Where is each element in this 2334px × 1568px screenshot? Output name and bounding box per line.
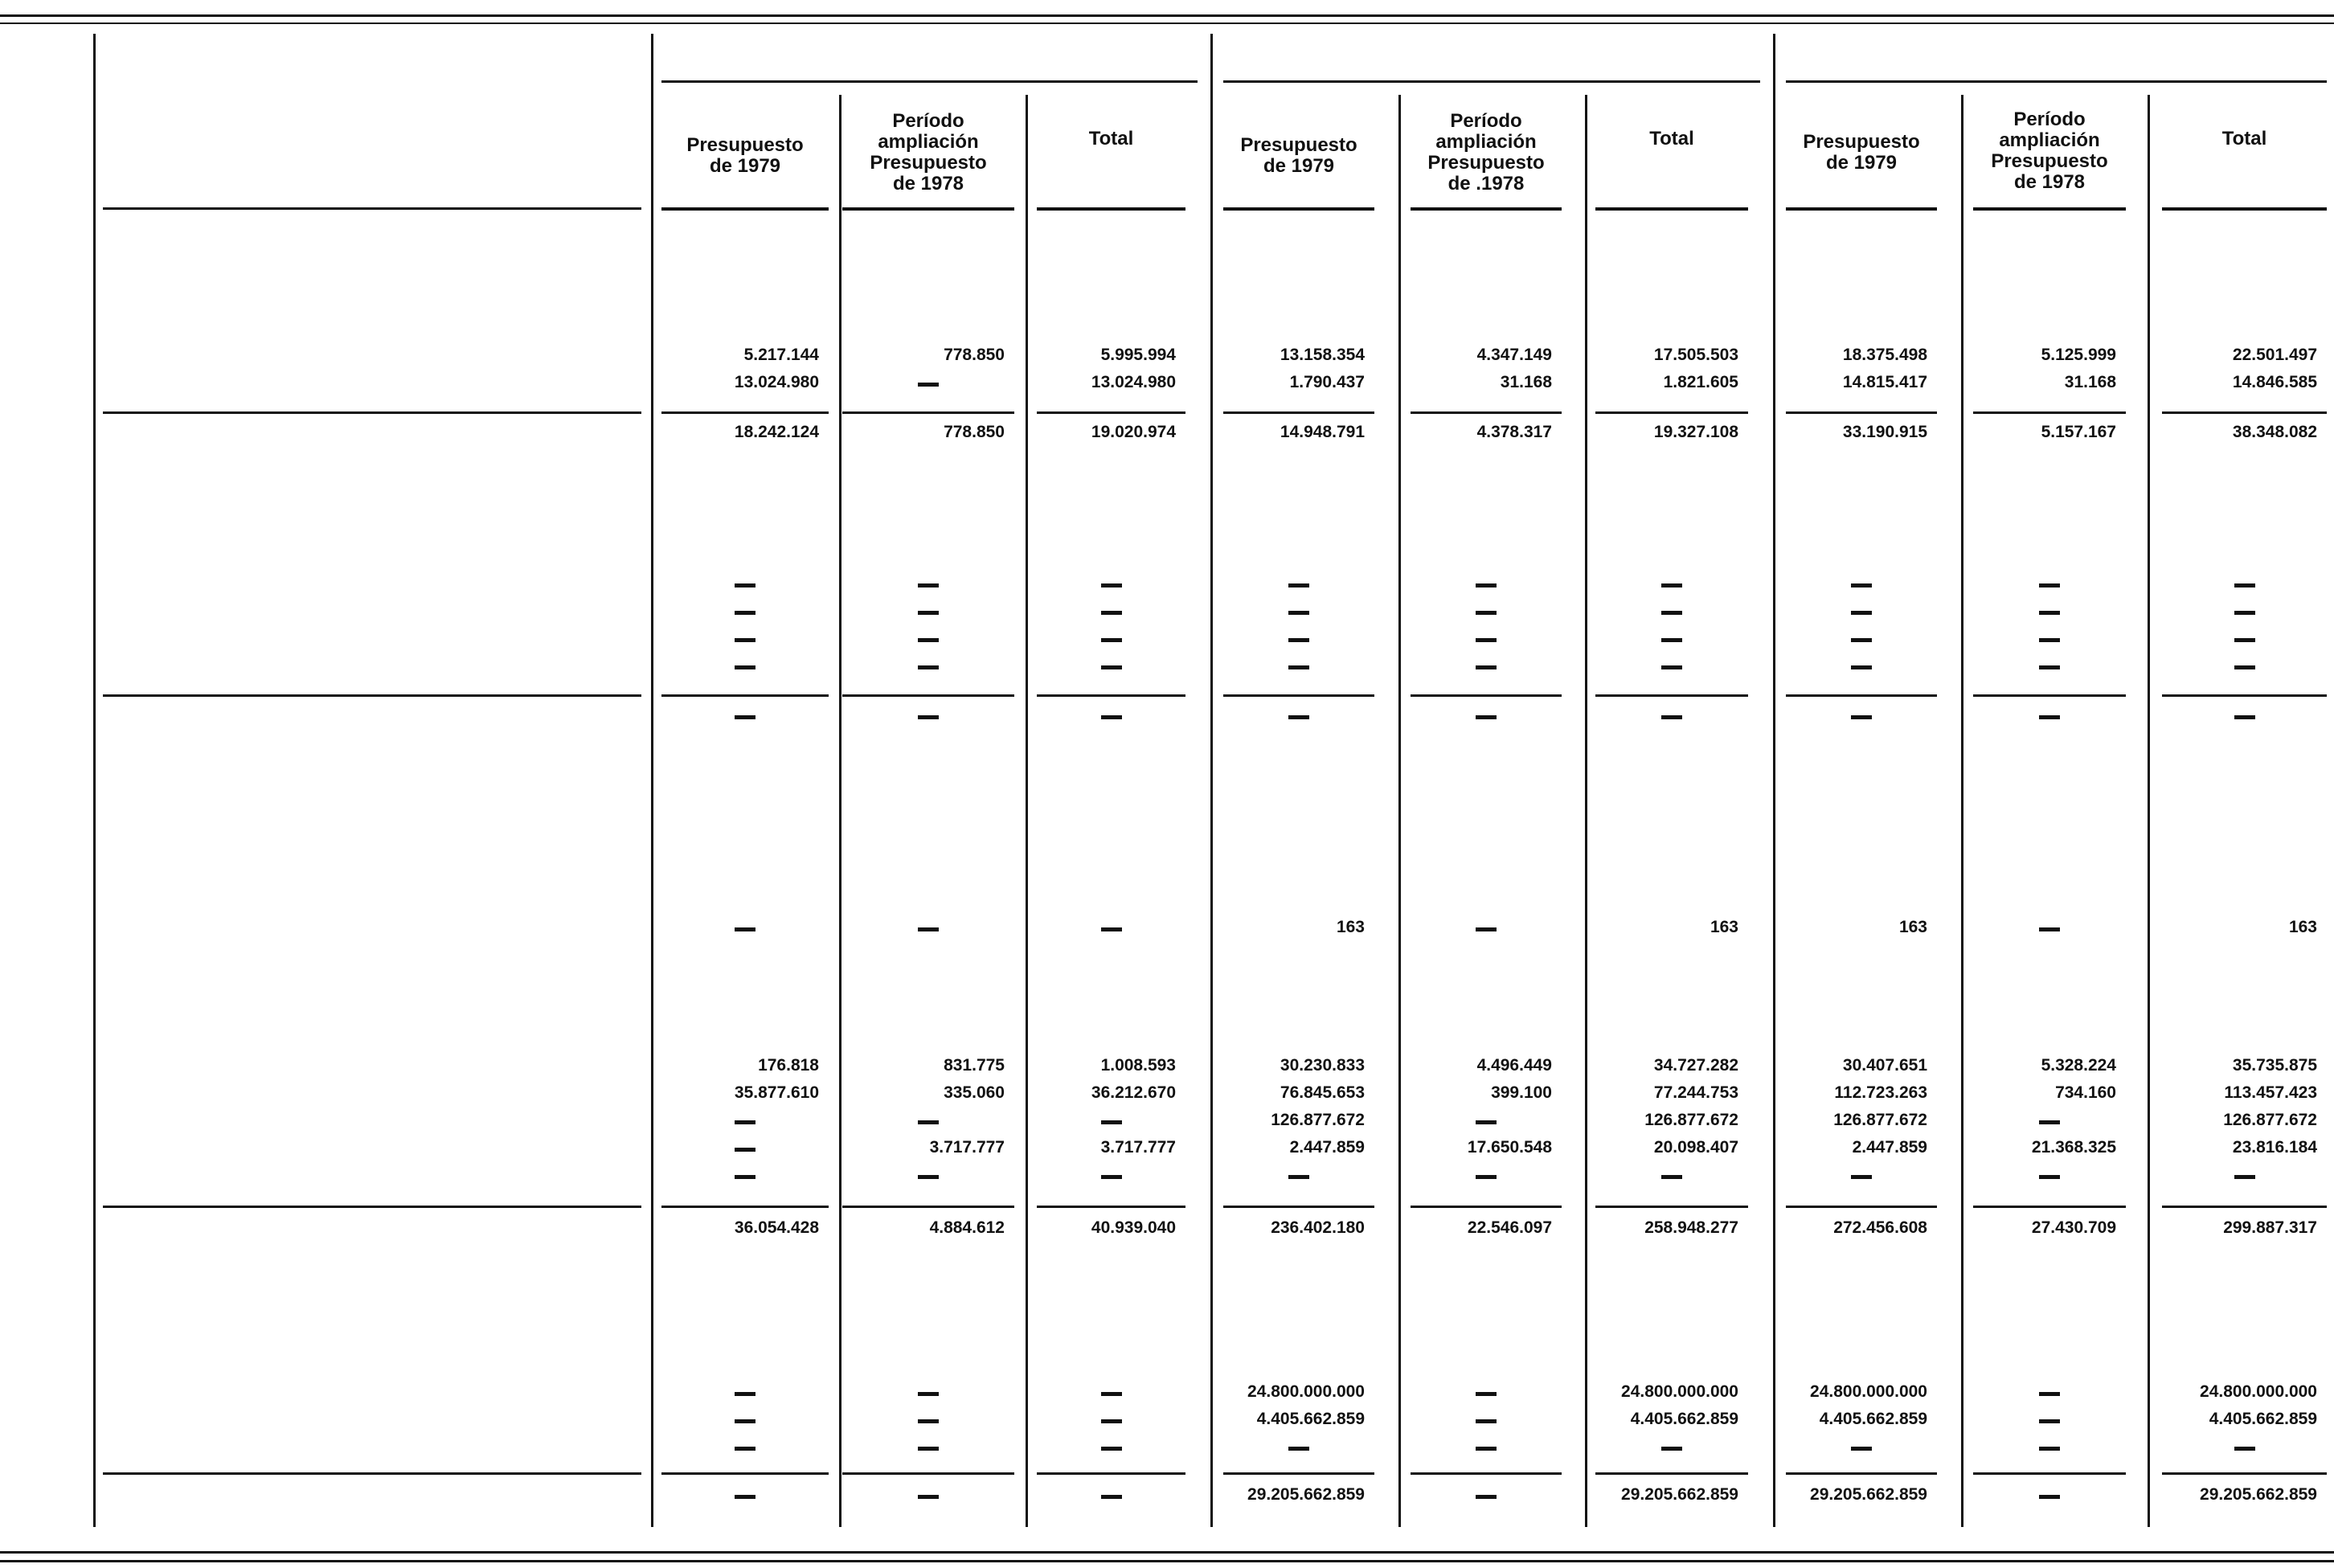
total-rule — [661, 411, 829, 414]
dash-value — [2039, 1175, 2060, 1179]
dash-value — [1476, 611, 1497, 615]
total-rule — [842, 694, 1014, 697]
subheader-underline — [1037, 207, 1185, 211]
group-underline — [1786, 80, 2327, 83]
dash-value — [1661, 638, 1682, 642]
value: 14.846.585 — [2232, 373, 2317, 391]
dash-value — [2039, 1392, 2060, 1396]
subheader-underline — [661, 207, 829, 211]
total-value: 18.242.124 — [734, 423, 819, 441]
value: 831.775 — [944, 1056, 1005, 1075]
total-rule — [1223, 694, 1374, 697]
value: 5.995.994 — [1100, 346, 1176, 364]
dash-value — [735, 1419, 755, 1423]
value: 3.717.777 — [1100, 1138, 1176, 1157]
subheader-underline — [842, 207, 1014, 211]
total-value — [1476, 1495, 1497, 1499]
value: 2.447.859 — [1852, 1138, 1927, 1157]
dash-value — [918, 638, 939, 642]
value: 14.815.417 — [1842, 373, 1927, 391]
subheader-4 — [1223, 135, 1374, 177]
total-rule — [1786, 411, 1937, 414]
total-value — [1288, 715, 1309, 719]
total-rule — [103, 694, 641, 697]
total-value: 5.157.167 — [2041, 423, 2116, 441]
value: 35.735.875 — [2232, 1056, 2317, 1075]
value: 17.505.503 — [1653, 346, 1738, 364]
subheader-line: de 1979 — [1825, 152, 1898, 174]
dash-value — [1661, 1175, 1682, 1179]
subheader-6 — [1595, 129, 1748, 149]
total-rule — [1411, 694, 1562, 697]
value: 163 — [1898, 918, 1927, 936]
total-rule — [1595, 411, 1748, 414]
total-rule — [1037, 411, 1185, 414]
total-rule — [1973, 694, 2126, 697]
value: 5.328.224 — [2041, 1056, 2116, 1075]
dash-value — [1476, 1175, 1497, 1179]
dash-value — [735, 611, 755, 615]
subheader-line: de 1979 — [1263, 155, 1335, 177]
dash-value — [735, 927, 755, 931]
value: 1.008.593 — [1100, 1056, 1176, 1075]
column-rule — [1961, 95, 1963, 1527]
value: 2.447.859 — [1289, 1138, 1365, 1157]
subheader-line: de 1978 — [2013, 171, 2086, 193]
dash-value — [1661, 583, 1682, 587]
value: 24.800.000.000 — [1810, 1382, 1927, 1401]
total-rule — [1786, 1206, 1937, 1208]
total-rule — [1411, 411, 1562, 414]
total-rule — [2162, 694, 2327, 697]
subheader-2 — [842, 111, 1014, 194]
dash-value — [2039, 638, 2060, 642]
value: 335.060 — [944, 1083, 1005, 1102]
value: 31.168 — [1500, 373, 1552, 391]
subheader-3 — [1037, 129, 1185, 149]
total-value: 33.190.915 — [1842, 423, 1927, 441]
dash-value — [1851, 1175, 1872, 1179]
total-rule — [661, 694, 829, 697]
value: 21.368.325 — [2031, 1138, 2116, 1157]
total-value — [1101, 1495, 1122, 1499]
dash-value — [918, 1392, 939, 1396]
dash-value — [735, 1447, 755, 1451]
value: 163 — [2288, 918, 2317, 936]
total-value: 778.850 — [944, 423, 1005, 441]
total-rule — [661, 1206, 829, 1208]
total-value: 4.884.612 — [929, 1218, 1005, 1237]
dash-value — [1288, 1175, 1309, 1179]
total-value: 4.378.317 — [1476, 423, 1552, 441]
dash-value — [735, 1120, 755, 1124]
dash-value — [735, 1175, 755, 1179]
value: 113.457.423 — [2224, 1083, 2317, 1102]
value: 4.405.662.859 — [1819, 1410, 1927, 1428]
dash-value — [918, 583, 939, 587]
top-rule-2 — [0, 23, 2334, 24]
subheader-line: ampliación — [1435, 131, 1537, 153]
subheader-underline — [1411, 207, 1562, 211]
total-value: 29.205.662.859 — [1621, 1485, 1738, 1504]
total-value: 38.348.082 — [2232, 423, 2317, 441]
total-rule — [1223, 1206, 1374, 1208]
subheader-underline — [1786, 207, 1937, 211]
dash-value — [735, 1148, 755, 1152]
dash-value — [2234, 1175, 2255, 1179]
total-value — [2039, 1495, 2060, 1499]
dash-value — [2234, 1447, 2255, 1451]
subheader-underline — [1223, 207, 1374, 211]
dash-value — [918, 927, 939, 931]
value: 22.501.497 — [2232, 346, 2317, 364]
total-rule — [842, 411, 1014, 414]
dash-value — [1101, 611, 1122, 615]
dash-value — [1476, 927, 1497, 931]
subheader-line: de 1978 — [892, 173, 964, 194]
subheader-7 — [1786, 132, 1937, 174]
column-rule — [1026, 95, 1028, 1527]
total-rule — [1037, 1206, 1185, 1208]
dash-value — [1288, 665, 1309, 669]
subheader-line: Período — [1450, 110, 1522, 132]
total-value: 272.456.608 — [1833, 1218, 1927, 1237]
total-rule — [1223, 1472, 1374, 1475]
dash-value — [1101, 583, 1122, 587]
subheader-line: Total — [2221, 128, 2267, 149]
dash-value — [918, 1419, 939, 1423]
total-value — [735, 715, 755, 719]
dash-value — [1851, 638, 1872, 642]
total-value — [1661, 715, 1682, 719]
value: 126.877.672 — [1271, 1111, 1365, 1129]
value: 126.877.672 — [1833, 1111, 1927, 1129]
dash-value — [735, 638, 755, 642]
dash-value — [1101, 1120, 1122, 1124]
column-rule — [839, 95, 841, 1527]
group-underline — [1223, 80, 1760, 83]
subheader-line: Presupuesto — [1240, 134, 1357, 156]
dash-value — [2039, 611, 2060, 615]
value: 13.024.980 — [734, 373, 819, 391]
value: 24.800.000.000 — [2200, 1382, 2317, 1401]
total-value: 40.939.040 — [1091, 1218, 1176, 1237]
concepts-left-rule — [93, 34, 96, 1527]
value: 24.800.000.000 — [1621, 1382, 1738, 1401]
total-value — [1851, 715, 1872, 719]
dash-value — [2039, 1120, 2060, 1124]
value: 36.212.670 — [1091, 1083, 1176, 1102]
subheader-line: Período — [2013, 108, 2086, 130]
value: 20.098.407 — [1653, 1138, 1738, 1157]
value: 18.375.498 — [1842, 346, 1927, 364]
value: 112.723.263 — [1834, 1083, 1927, 1102]
dash-value — [1101, 638, 1122, 642]
value: 13.158.354 — [1280, 346, 1365, 364]
total-rule — [1973, 411, 2126, 414]
total-value: 22.546.097 — [1467, 1218, 1552, 1237]
value: 17.650.548 — [1467, 1138, 1552, 1157]
total-value — [2039, 715, 2060, 719]
subheader-line: ampliación — [1999, 129, 2100, 151]
bottom-rule-2 — [0, 1560, 2334, 1562]
value: 30.407.651 — [1842, 1056, 1927, 1075]
value: 4.405.662.859 — [2209, 1410, 2317, 1428]
dash-value — [1101, 1419, 1122, 1423]
dash-value — [2234, 665, 2255, 669]
value: 34.727.282 — [1653, 1056, 1738, 1075]
value: 778.850 — [944, 346, 1005, 364]
value: 13.024.980 — [1091, 373, 1176, 391]
dash-value — [1476, 1447, 1497, 1451]
dash-value — [1476, 1120, 1497, 1124]
total-rule — [103, 1206, 641, 1208]
value: 176.818 — [758, 1056, 819, 1075]
total-rule — [1037, 1472, 1185, 1475]
value: 3.717.777 — [929, 1138, 1005, 1157]
dash-value — [918, 665, 939, 669]
dash-value — [1476, 1392, 1497, 1396]
dash-value — [1661, 611, 1682, 615]
total-rule — [2162, 1472, 2327, 1475]
subheader-9 — [2162, 129, 2327, 149]
column-rule — [1585, 95, 1587, 1527]
total-value — [1476, 715, 1497, 719]
column-rule — [1398, 95, 1401, 1527]
total-value: 19.327.108 — [1653, 423, 1738, 441]
dash-value — [1101, 1392, 1122, 1396]
total-rule — [2162, 1206, 2327, 1208]
total-rule — [1973, 1472, 2126, 1475]
subheader-5 — [1411, 111, 1562, 194]
dash-value — [1101, 927, 1122, 931]
subheader-line: Presupuesto — [1803, 131, 1920, 153]
value: 734.160 — [2055, 1083, 2116, 1102]
value: 5.217.144 — [743, 346, 819, 364]
total-value: 27.430.709 — [2031, 1218, 2116, 1237]
total-rule — [1223, 411, 1374, 414]
total-value: 29.205.662.859 — [1247, 1485, 1365, 1504]
total-rule — [1595, 1206, 1748, 1208]
dash-value — [1476, 638, 1497, 642]
total-rule — [1595, 1472, 1748, 1475]
dash-value — [918, 1120, 939, 1124]
value: 126.877.672 — [1644, 1111, 1738, 1129]
total-value — [918, 1495, 939, 1499]
total-rule — [661, 1472, 829, 1475]
group3-left-rule — [1773, 34, 1775, 1527]
dash-value — [1101, 665, 1122, 669]
group-underline — [661, 80, 1198, 83]
value: 126.877.672 — [2223, 1111, 2317, 1129]
subheader-line: Presupuesto — [1427, 152, 1545, 174]
total-rule — [842, 1206, 1014, 1208]
total-rule — [842, 1472, 1014, 1475]
subheader-line: Período — [892, 110, 964, 132]
value: 76.845.653 — [1280, 1083, 1365, 1102]
dash-value — [735, 665, 755, 669]
total-rule — [1786, 694, 1937, 697]
subheader-1 — [661, 135, 829, 177]
dash-value — [1661, 1447, 1682, 1451]
subheader-8 — [1973, 109, 2126, 193]
value: 77.244.753 — [1653, 1083, 1738, 1102]
concepts-underline — [103, 207, 641, 210]
total-rule — [103, 411, 641, 414]
subheader-line: ampliación — [878, 131, 979, 153]
value: 35.877.610 — [734, 1083, 819, 1102]
subheader-line: Presupuesto — [1991, 150, 2108, 172]
dash-value — [918, 383, 939, 387]
dash-value — [735, 1392, 755, 1396]
dash-value — [1851, 665, 1872, 669]
dash-value — [1851, 583, 1872, 587]
total-rule — [1037, 694, 1185, 697]
total-value: 236.402.180 — [1271, 1218, 1365, 1237]
dash-value — [2039, 665, 2060, 669]
total-value: 14.948.791 — [1280, 423, 1365, 441]
dash-value — [1476, 583, 1497, 587]
group1-left-rule — [651, 34, 653, 1527]
total-rule — [1411, 1206, 1562, 1208]
value: 23.816.184 — [2232, 1138, 2317, 1157]
value: 4.496.449 — [1476, 1056, 1552, 1075]
subheader-line: Presupuesto — [686, 134, 804, 156]
dash-value — [1851, 1447, 1872, 1451]
total-value — [2234, 715, 2255, 719]
dash-value — [2234, 583, 2255, 587]
dash-value — [918, 611, 939, 615]
subheader-underline — [1973, 207, 2126, 211]
dash-value — [735, 583, 755, 587]
value: 4.405.662.859 — [1256, 1410, 1365, 1428]
total-rule — [1595, 694, 1748, 697]
dash-value — [2234, 611, 2255, 615]
value: 31.168 — [2064, 373, 2116, 391]
total-value: 19.020.974 — [1091, 423, 1176, 441]
dash-value — [918, 1447, 939, 1451]
value: 4.405.662.859 — [1630, 1410, 1738, 1428]
value: 5.125.999 — [2041, 346, 2116, 364]
bottom-rule-1 — [0, 1551, 2334, 1554]
value: 30.230.833 — [1280, 1056, 1365, 1075]
subheader-line: Total — [1649, 128, 1694, 149]
subheader-line: de .1978 — [1447, 173, 1525, 194]
total-value — [735, 1495, 755, 1499]
total-rule — [2162, 411, 2327, 414]
top-rule-1 — [0, 14, 2334, 17]
total-rule — [1786, 1472, 1937, 1475]
value: 4.347.149 — [1476, 346, 1552, 364]
subheader-line: Total — [1088, 128, 1134, 149]
total-rule — [1973, 1206, 2126, 1208]
dash-value — [1288, 638, 1309, 642]
dash-value — [1288, 1447, 1309, 1451]
dash-value — [1476, 665, 1497, 669]
total-value: 36.054.428 — [734, 1218, 819, 1237]
value: 24.800.000.000 — [1247, 1382, 1365, 1401]
group2-left-rule — [1210, 34, 1213, 1527]
subheader-underline — [2162, 207, 2327, 211]
dash-value — [1851, 611, 1872, 615]
dash-value — [1288, 583, 1309, 587]
subheader-line: Presupuesto — [870, 152, 987, 174]
dash-value — [1101, 1175, 1122, 1179]
dash-value — [2039, 927, 2060, 931]
subheader-line: de 1979 — [709, 155, 781, 177]
dash-value — [1288, 611, 1309, 615]
total-value: 29.205.662.859 — [2200, 1485, 2317, 1504]
total-value: 299.887.317 — [2223, 1218, 2317, 1237]
dash-value — [2039, 1419, 2060, 1423]
dash-value — [1476, 1419, 1497, 1423]
total-value — [918, 715, 939, 719]
total-rule — [103, 1472, 641, 1475]
total-value: 29.205.662.859 — [1810, 1485, 1927, 1504]
dash-value — [1101, 1447, 1122, 1451]
value: 163 — [1336, 918, 1365, 936]
value: 399.100 — [1491, 1083, 1552, 1102]
dash-value — [918, 1175, 939, 1179]
value: 1.821.605 — [1663, 373, 1738, 391]
subheader-underline — [1595, 207, 1748, 211]
dash-value — [1661, 665, 1682, 669]
total-rule — [1411, 1472, 1562, 1475]
dash-value — [2039, 583, 2060, 587]
total-value — [1101, 715, 1122, 719]
value: 1.790.437 — [1289, 373, 1365, 391]
column-rule — [2148, 95, 2150, 1527]
total-value: 258.948.277 — [1644, 1218, 1738, 1237]
dash-value — [2039, 1447, 2060, 1451]
dash-value — [2234, 638, 2255, 642]
value: 163 — [1710, 918, 1738, 936]
